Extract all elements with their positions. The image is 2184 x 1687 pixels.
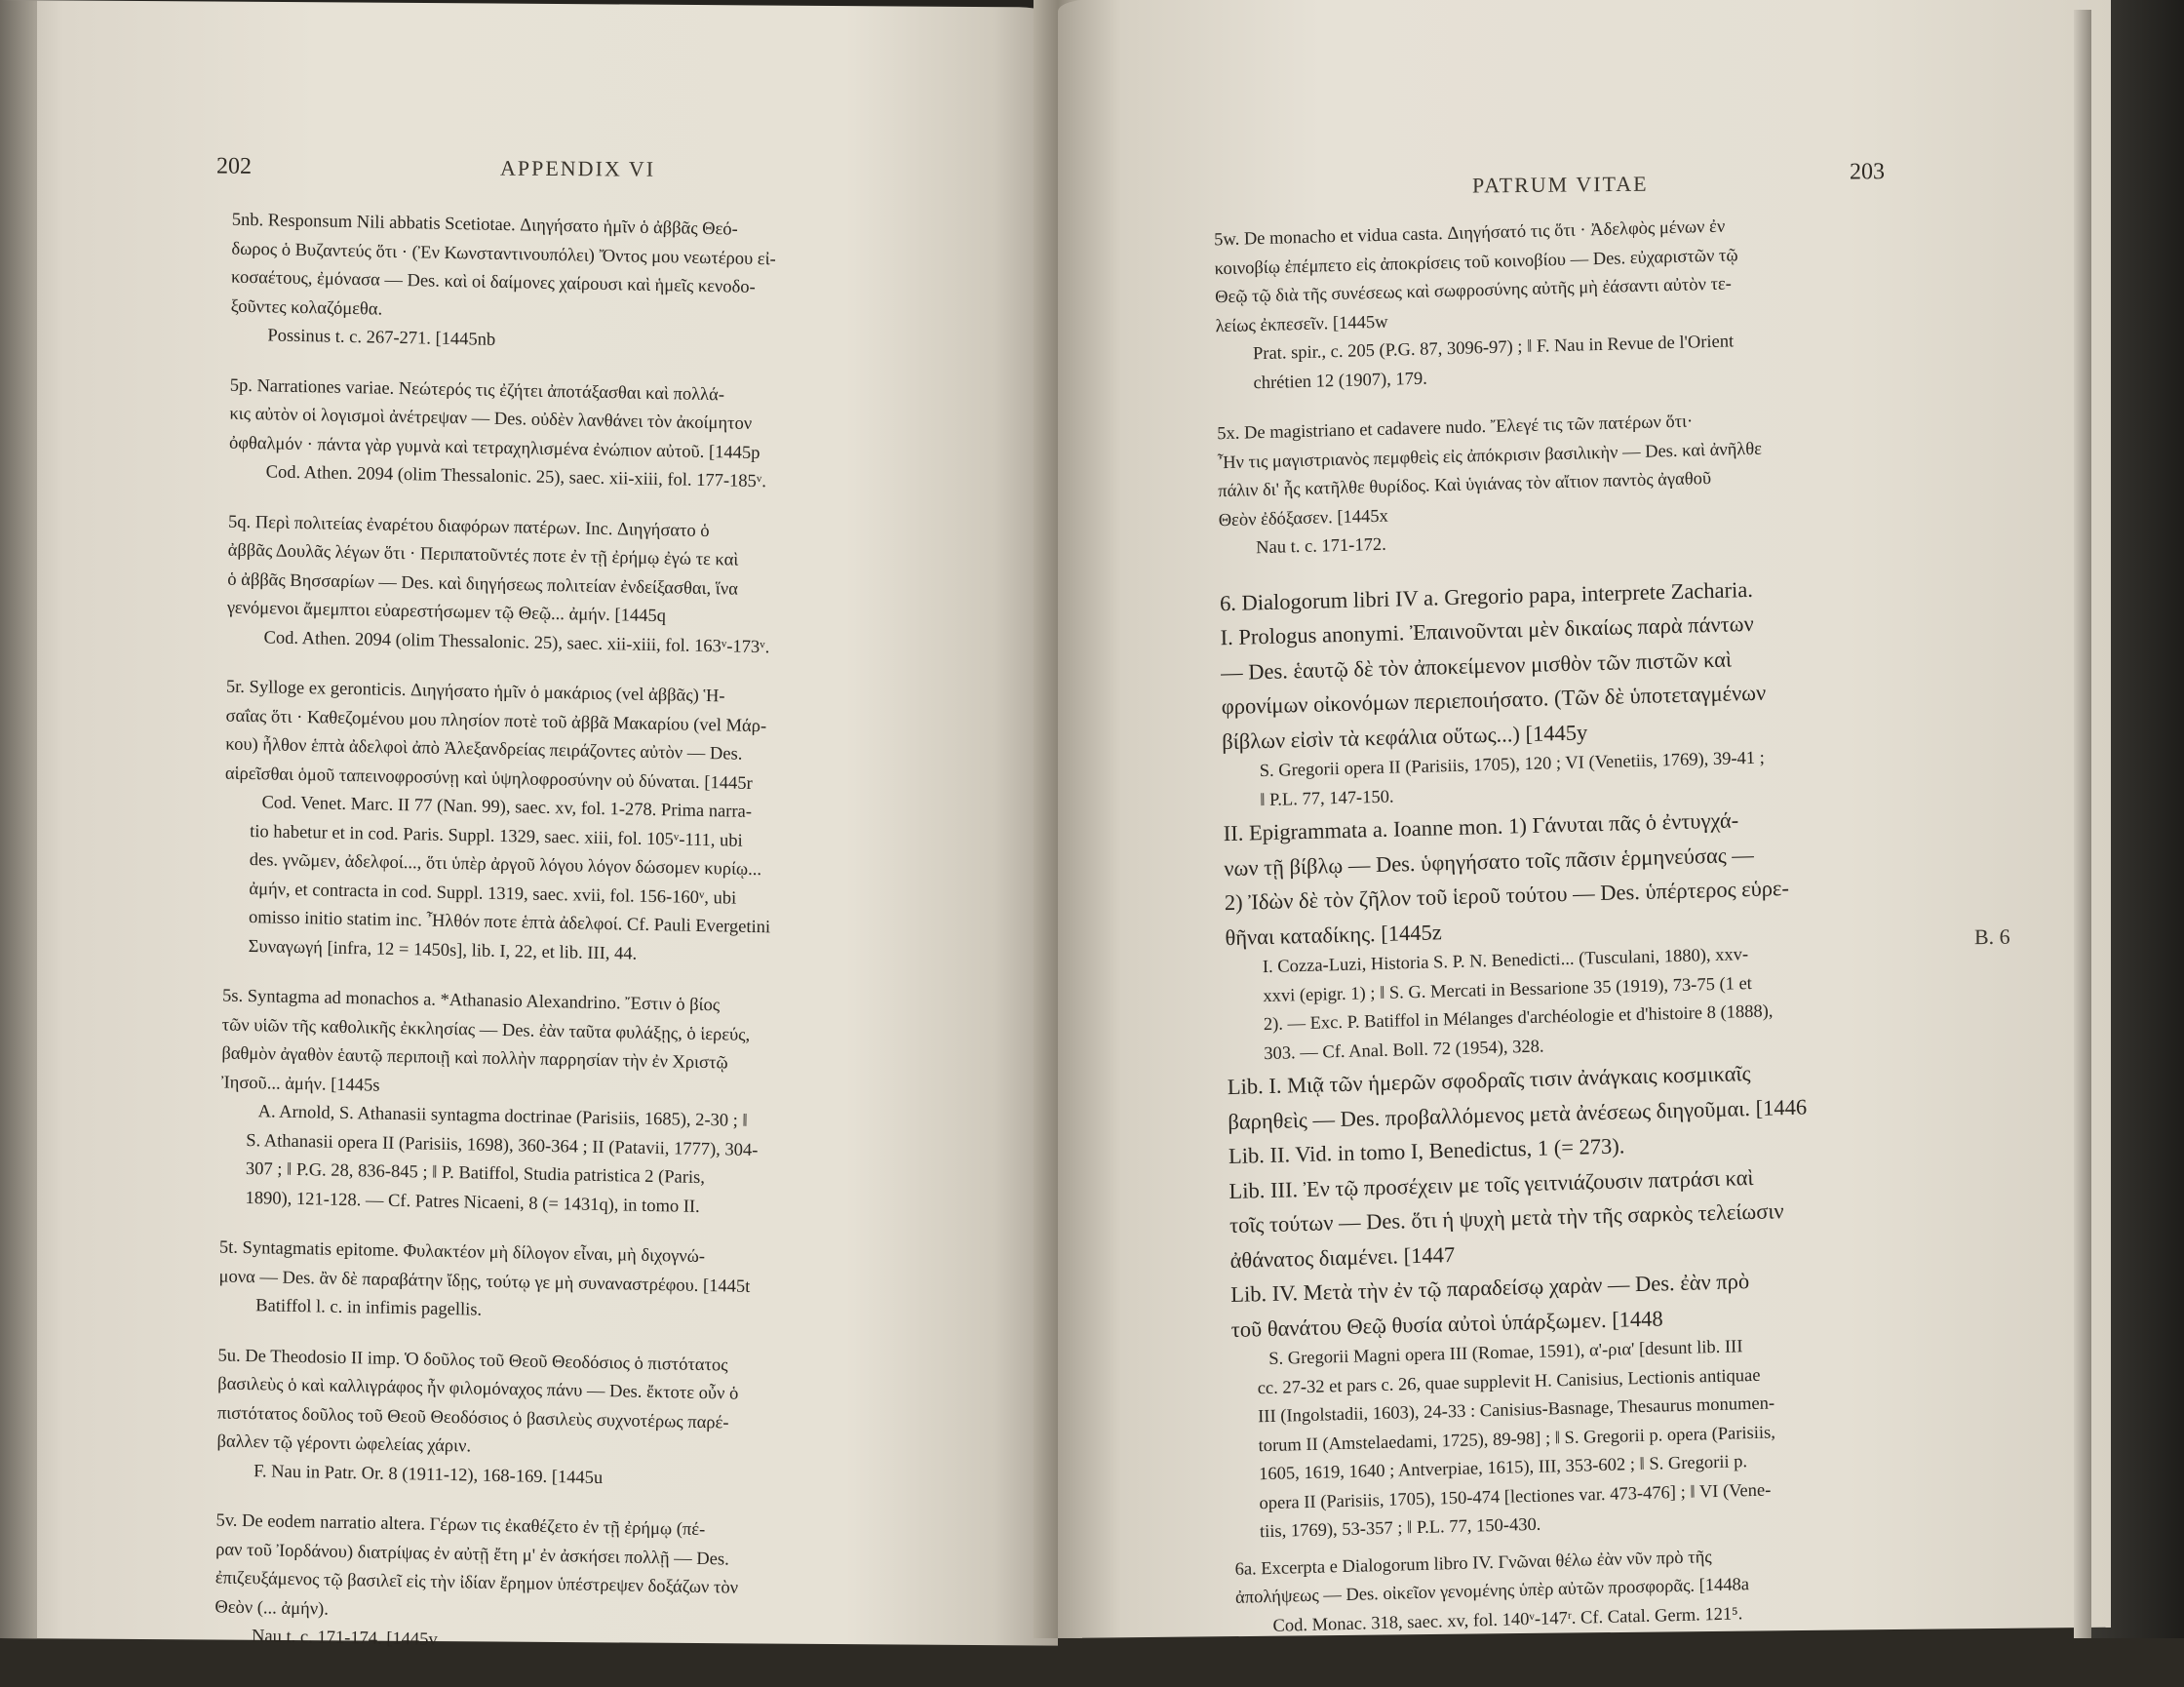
- reference-line: III (Ingolstadii, 1603), 24-33 : Canisius-Basnage, Thesaurus monumen-: [1258, 1393, 1775, 1428]
- entry-6-dialogues: [1220, 566, 2003, 759]
- text-line: τοῖς τούτων — Des. ὅτι ἡ ψυχὴ μετὰ τὴν τῆς σαρκὸς τελείωσιν: [1228, 1198, 1784, 1238]
- reference-line: ἀμήν, et contracta in cod. Suppl. 1319, saec. xvii, fol. 156-160ᵛ, ubi: [249, 879, 737, 909]
- reference-line: des. γνῶμεν, ἀδελφοί..., ὅτι ὑπὲρ ἀργοῦ λόγου λόγον δώσομεν κυρίῳ...: [249, 850, 762, 881]
- text-line: Θεῷ τῷ διὰ τῆς συνέσεως καὶ σωφροσύνης αὐτῆς μὴ ἐάσαντι αὐτὸν τε-: [1214, 274, 1733, 308]
- text-line: Lib. I. Μιᾷ τῶν ἡμερῶν σφοδραῖς τισιν ἀνάγκαις κοσμικαῖς: [1227, 1061, 1751, 1100]
- left-text-column: [214, 207, 954, 1686]
- reference-line: omisso initio statim inc. Ἦλθόν ποτε ἑπτὰ ἀδελφοί. Cf. Pauli Evergetini: [248, 908, 771, 938]
- entry-libri: [1228, 1049, 2011, 1347]
- reference-line: Συναγωγή [infra, 12 = 1450s], lib. I, 22, et lib. III, 44.: [248, 936, 638, 964]
- text-line: ραν τοῦ Ἰορδάνου) διατρίψας ἐν αὐτῇ ἔτη μ' ἐν ἀσκήσει πολλῇ — Des.: [215, 1539, 729, 1570]
- reference-line: Possinus t. c. 267-271. [1445nb: [267, 326, 496, 350]
- text-line: 5x. De magistriano et cadavere nudo. Ἔλεγέ τις τῶν πατέρων ὅτι·: [1217, 412, 1694, 445]
- text-line: 5q. Περὶ πολιτείας ἐναρέτου διαφόρων πατέρων. Inc. Διηγήσατο ὁ: [227, 512, 710, 541]
- right-text-column: [1214, 206, 2016, 1664]
- text-line: 6a. Excerpta e Dialogorum libro IV. Γνῶναι θέλω ἐὰν νῦν πρὸ τῆς: [1234, 1547, 1712, 1580]
- text-line: ἐπιζευξάμενος τῷ βασιλεῖ εἰς τὴν ἰδίαν ἔρημον ὑπέστρεψεν δοξάζων τὸν: [214, 1568, 739, 1598]
- left-running-head: APPENDIX VI: [500, 155, 656, 181]
- right-page-number: 203: [1850, 159, 1885, 185]
- text-line: σαΐας ὅτι · Καθεζομένου μου πλησίον ποτὲ τοῦ ἀββᾶ Μακαρίου (vel Μάρ-: [225, 706, 767, 736]
- reference-line: Nau t. c. 171-172.: [1256, 534, 1386, 559]
- text-line: — Des. ἑαυτῷ δὲ τὸν ἀποκείμενον μισθὸν τῶν πιστῶν καὶ: [1220, 646, 1733, 685]
- text-line: πιστότατος δοῦλος τοῦ Θεοῦ Θεοδόσιος ὁ βασιλεὺς συχνοτέρως παρέ-: [216, 1402, 729, 1433]
- reference-line: A. Arnold, S. Athanasii syntagma doctrinae (Parisiis, 1685), 2-30 ; ‖: [257, 1102, 748, 1131]
- text-line: 5u. De Theodosio II imp. Ὁ δοῦλος τοῦ Θεοῦ Θεοδόσιος ὁ πιστότατος: [217, 1345, 728, 1376]
- reference-line: torum II (Amstelaedami, 1725), 89-98] ; ‖ S. Gregorii p. opera (Parisiis,: [1258, 1422, 1776, 1456]
- reference-line: Cod. Athen. 2094 (olim Thessalonic. 25), saec. xii-xiii, fol. 163ᵛ-173ᵛ.: [263, 627, 770, 657]
- left-page-edge: [0, 0, 37, 1638]
- reference-line: S. Gregorii Magni opera III (Romae, 1591), α'-ρια' [desunt lib. III: [1268, 1337, 1743, 1369]
- text-line: 5nb. Responsum Nili abbatis Scetiotae. Διηγήσατο ἡμῖν ὁ ἀββᾶς Θεό-: [231, 210, 738, 240]
- left-page: [0, 0, 1058, 1650]
- entry-5s: [219, 983, 944, 1227]
- text-line: Θεὸν ἐδόξασεν. [1445x: [1218, 506, 1388, 530]
- entry-5p: [228, 372, 951, 500]
- text-line: Ἰησοῦ... ἀμήν. [1445s: [220, 1073, 380, 1096]
- text-line: βασιλεὺς ὁ καὶ καλλιγράφος ἦν φιλομόναχος πάνυ — Des. ἔκτοτε οὖν ὁ: [217, 1374, 739, 1404]
- text-line: τῶν υἱῶν τῆς καθολικῆς ἐκκλησίας — Des. ἐὰν ταῦτα φυλάξῃς, ὁ ἱερεύς,: [221, 1015, 751, 1045]
- reference-line: opera II (Parisiis, 1705), 150-474 [lectiones var. 473-476] ; ‖ VI (Vene-: [1259, 1480, 1772, 1513]
- text-line: ξοῦντες κολαζόμεθα.: [230, 296, 383, 320]
- reference-line: ‖ P.L. 77, 147-150.: [1260, 787, 1394, 810]
- text-line: κοσαέτους, ἐμόνασα — Des. καὶ οἱ δαίμονες χαίρουσι καὶ ἡμεῖς κενοδο-: [230, 267, 756, 297]
- text-line: βίβλων εἰσὶν τὰ κεφάλια οὕτως...) [1445y: [1222, 719, 1588, 754]
- text-line: ὁ ἀββᾶς Βησσαρίων — Des. καὶ διηγήσεως πολιτείαν ἐνδείξασθαι, ἵνα: [227, 569, 738, 600]
- text-line: βαλλεν τῷ γέροντι ὠφελείας χάριν.: [216, 1432, 472, 1457]
- reference-line: I. Cozza-Luzi, Historia S. P. N. Benedicti... (Tusculani, 1880), xxv-: [1262, 945, 1749, 978]
- text-line: κις αὐτὸν οἱ λογισμοὶ ἀνέτρεψαν — Des. οὐδὲν λανθάνει τὸν ἀκοίμητον: [229, 404, 753, 434]
- text-line: μονα — Des. ἂν δὲ παραβάτην ἴδῃς, τούτῳ γε μὴ συναναστρέφου. [1445t: [218, 1266, 751, 1297]
- reference-line: 303. — Cf. Anal. Boll. 72 (1954), 328.: [1264, 1037, 1544, 1064]
- text-line: φρονίμων οἰκονόμων περιεποιήσατο. (Τῶν δὲ ὑποτεταγμένων: [1221, 680, 1767, 720]
- text-line: κοινοβίῳ ἐπέμπετο εἰς ἀποκρίσεις τοῦ κοινοβίου — Des. εὐχαριστῶν τῷ: [1214, 245, 1738, 279]
- entry-5v: [214, 1507, 938, 1665]
- text-line: Lib. II. Vid. in tomo I, Benedictus, 1 (= 273).: [1228, 1133, 1625, 1169]
- text-line: θῆναι καταδίκης. [1445z: [1225, 919, 1442, 950]
- text-line: νων τῇ βίβλῳ — Des. ὑφηγήσατο τοῖς πᾶσιν ἑρμηνεύσας —: [1224, 842, 1755, 881]
- reference-line: cc. 27-32 et pars c. 26, quae supplevit H. Canisius, Lectionis antiquae: [1257, 1365, 1761, 1398]
- text-line: ἀπολήψεως — Des. οἰκεῖον γενομένης ὑπὲρ αὐτῶν προσφορᾶς. [1448a: [1234, 1575, 1750, 1608]
- text-line: λείως ἐκπεσεῖν. [1445w: [1215, 312, 1388, 336]
- reference-line: Batiffol l. c. in infimis pagellis.: [255, 1296, 483, 1320]
- left-page-number: 202: [216, 153, 252, 179]
- text-line: Ἦν τις μαγιστριανὸς πεμφθεὶς εἰς ἀπόκρισιν βασιλικὴν — Des. καὶ ἀνῆλθε: [1217, 439, 1763, 473]
- text-line: ἀββᾶς Δουλᾶς λέγων ὅτι · Περιπατοῦντές ποτε ἐν τῇ ἐρήμῳ ἐγώ τε καὶ: [227, 540, 739, 570]
- text-line: γενόμενοι ἄμεμπτοι εὐαρεστήσωμεν τῷ Θεῷ... ἀμήν. [1445q: [226, 598, 667, 627]
- text-line: 5v. De eodem narratio altera. Γέρων τις ἐκαθέζετο ἐν τῇ ἐρήμῳ (πέ-: [215, 1510, 706, 1541]
- text-line: πάλιν δι' ἧς κατῆλθε θυρίδος. Καὶ ὑγιάνας τὸν αἴτιον παντὸς ἀγαθοῦ: [1218, 469, 1712, 502]
- text-line: 5r. Sylloge ex geronticis. Διηγήσατο ἡμῖν ὁ μακάριος (vel ἀββᾶς) Ἡ-: [225, 677, 725, 707]
- entry-5x: [1217, 400, 1999, 564]
- entry-5w: [1214, 206, 1997, 399]
- reference-line: xxvi (epigr. 1) ; ‖ S. G. Mercati in Bessarione 35 (1919), 73-75 (1 et: [1263, 973, 1753, 1006]
- entry-5u: [216, 1342, 940, 1500]
- text-line: Θεὸν (... ἀμήν).: [214, 1596, 330, 1620]
- text-line: αἱρεῖσθαι ὁμοῦ ταπεινοφροσύνῃ καὶ ὑψηλοφροσύνην οὐ δύναται. [1445r: [224, 764, 753, 794]
- reference-line: 307 ; ‖ P.G. 28, 836-845 ; ‖ P. Batiffol, Studia patristica 2 (Paris,: [245, 1159, 706, 1189]
- right-page-edge: [2074, 10, 2091, 1638]
- text-line: 6. Dialogorum libri IV a. Gregorio papa, interprete Zacharia.: [1219, 576, 1754, 615]
- text-line: κου) ἦλθον ἑπτὰ ἀδελφοὶ ἀπὸ Ἀλεξανδρείας πειράζοντες αὐτὸν — Des.: [225, 734, 743, 765]
- text-line: τοῦ θανάτου Θεῷ θυσία αὐτοὶ ὑπάρξωμεν. [1448: [1230, 1305, 1663, 1342]
- text-line: βαρηθεὶς — Des. προβαλλόμενος μετὰ ἀνέσεως διηγοῦμαι. [1446: [1228, 1094, 1808, 1134]
- margin-note: B. 6: [1974, 923, 2010, 950]
- reference-line: 1605, 1619, 1640 ; Antverpiae, 1615), III, 353-602 ; ‖ S. Gregorii p.: [1258, 1452, 1748, 1485]
- text-line: ἀθάνατος διαμένει. [1447: [1229, 1241, 1456, 1273]
- reference-line: tiis, 1769), 53-357 ; ‖ P.L. 77, 150-430.: [1259, 1514, 1541, 1543]
- reference-line: Cod. Venet. Marc. II 77 (Nan. 99), saec. xv, fol. 1-278. Prima narra-: [261, 793, 753, 822]
- text-line: II. Epigrammata a. Ioanne mon. 1) Γάνυται πᾶς ὁ ἐντυγχά-: [1223, 807, 1739, 846]
- entry-5nb: [230, 207, 954, 365]
- text-line: 5w. De monacho et vidua casta. Διηγήσατό τις ὅτι · Ἀδελφὸς μένων ἐν: [1214, 216, 1726, 251]
- reference-line: Cod. Monac. 318, saec. xv, fol. 140ᵛ-147ʳ. Cf. Catal. Germ. 121⁵.: [1272, 1603, 1743, 1636]
- text-line: ὀφθαλμόν · πάντα γὰρ γυμνὰ καὶ τετραχηλισμένα ἐνώπιον αὐτοῦ. [1445p: [228, 433, 760, 463]
- entry-5q: [226, 508, 950, 666]
- entry-5t: [218, 1234, 941, 1334]
- text-line: Lib. IV. Μετὰ τὴν ἐν τῷ παραδείσῳ χαρὰν — Des. ἐὰν πρὸ: [1230, 1269, 1750, 1308]
- text-line: Lib. III. Ἐν τῷ προσέχειν με τοῖς γειτνιάζουσιν πατράσι καὶ: [1228, 1164, 1754, 1203]
- reference-line: Cod. Athen. 2094 (olim Thessalonic. 25), saec. xii-xiii, fol. 177-185ᵛ.: [265, 462, 767, 492]
- reference-line: 1890), 121-128. — Cf. Patres Nicaeni, 8 (= 1431q), in tomo II.: [245, 1188, 700, 1217]
- text-line: βαθμὸν ἀγαθὸν ἑαυτῷ περιποιῇ καὶ πολλὴν παρρησίαν τὴν ἐν Χριστῷ: [221, 1043, 728, 1074]
- entry-6a: [1234, 1535, 2015, 1641]
- text-line: 5s. Syntagma ad monachos a. *Athanasio Alexandrino. Ἔστιν ὁ βίος: [221, 986, 721, 1016]
- reference-line: Nau t. c. 171-174. [1445v: [251, 1627, 438, 1650]
- text-line: I. Prologus anonymi. Ἐπαινοῦνται μὲν δικαίως παρὰ πάντων: [1220, 610, 1754, 650]
- reference-line: S. Athanasii opera II (Parisiis, 1698), 360-364 ; II (Patavii, 1777), 304-: [246, 1130, 759, 1160]
- reference-line: S. Gregorii opera II (Parisiis, 1705), 120 ; VI (Venetiis, 1769), 39-41 ;: [1259, 748, 1765, 782]
- reference-line: F. Nau in Patr. Or. 8 (1911-12), 168-169. [1445u: [254, 1461, 604, 1488]
- reference-line: Prat. spir., c. 205 (P.G. 87, 3096-97) ; ‖ F. Nau in Revue de l'Orient: [1252, 332, 1735, 365]
- text-line: 5p. Narrationes variae. Νεώτερός τις ἐζήτει ἀποτάξασθαι καὶ πολλά-: [229, 375, 725, 405]
- right-page: [1058, 0, 2111, 1638]
- text-line: 2) Ἰδὼν δὲ τὸν ζῆλον τοῦ ἱεροῦ τούτου — Des. ὑπέρτερος εὑρε-: [1224, 875, 1790, 916]
- reference-line: chrétien 12 (1907), 179.: [1253, 369, 1427, 393]
- entry-5r: [223, 674, 949, 975]
- reference-line: 2). — Exc. P. Batiffol in Mélanges d'archéologie et d'histoire 8 (1888),: [1263, 1001, 1774, 1036]
- text-line: δωρος ὁ Βυζαντεύς ὅτι · (Ἐν Κωνσταντινουπόλει) Ὄντος μου νεωτέρου εἰ-: [231, 239, 776, 269]
- text-line: 5t. Syntagmatis epitome. Φυλακτέον μὴ δίλογον εἶναι, μὴ διχογνώ-: [218, 1237, 706, 1268]
- reference-line: tio habetur et in cod. Paris. Suppl. 1329, saec. xiii, fol. 105ᵛ-111, ubi: [250, 821, 743, 851]
- right-running-head: PATRUM VITAE: [1472, 171, 1649, 198]
- entry-epigrammata: [1224, 796, 2006, 955]
